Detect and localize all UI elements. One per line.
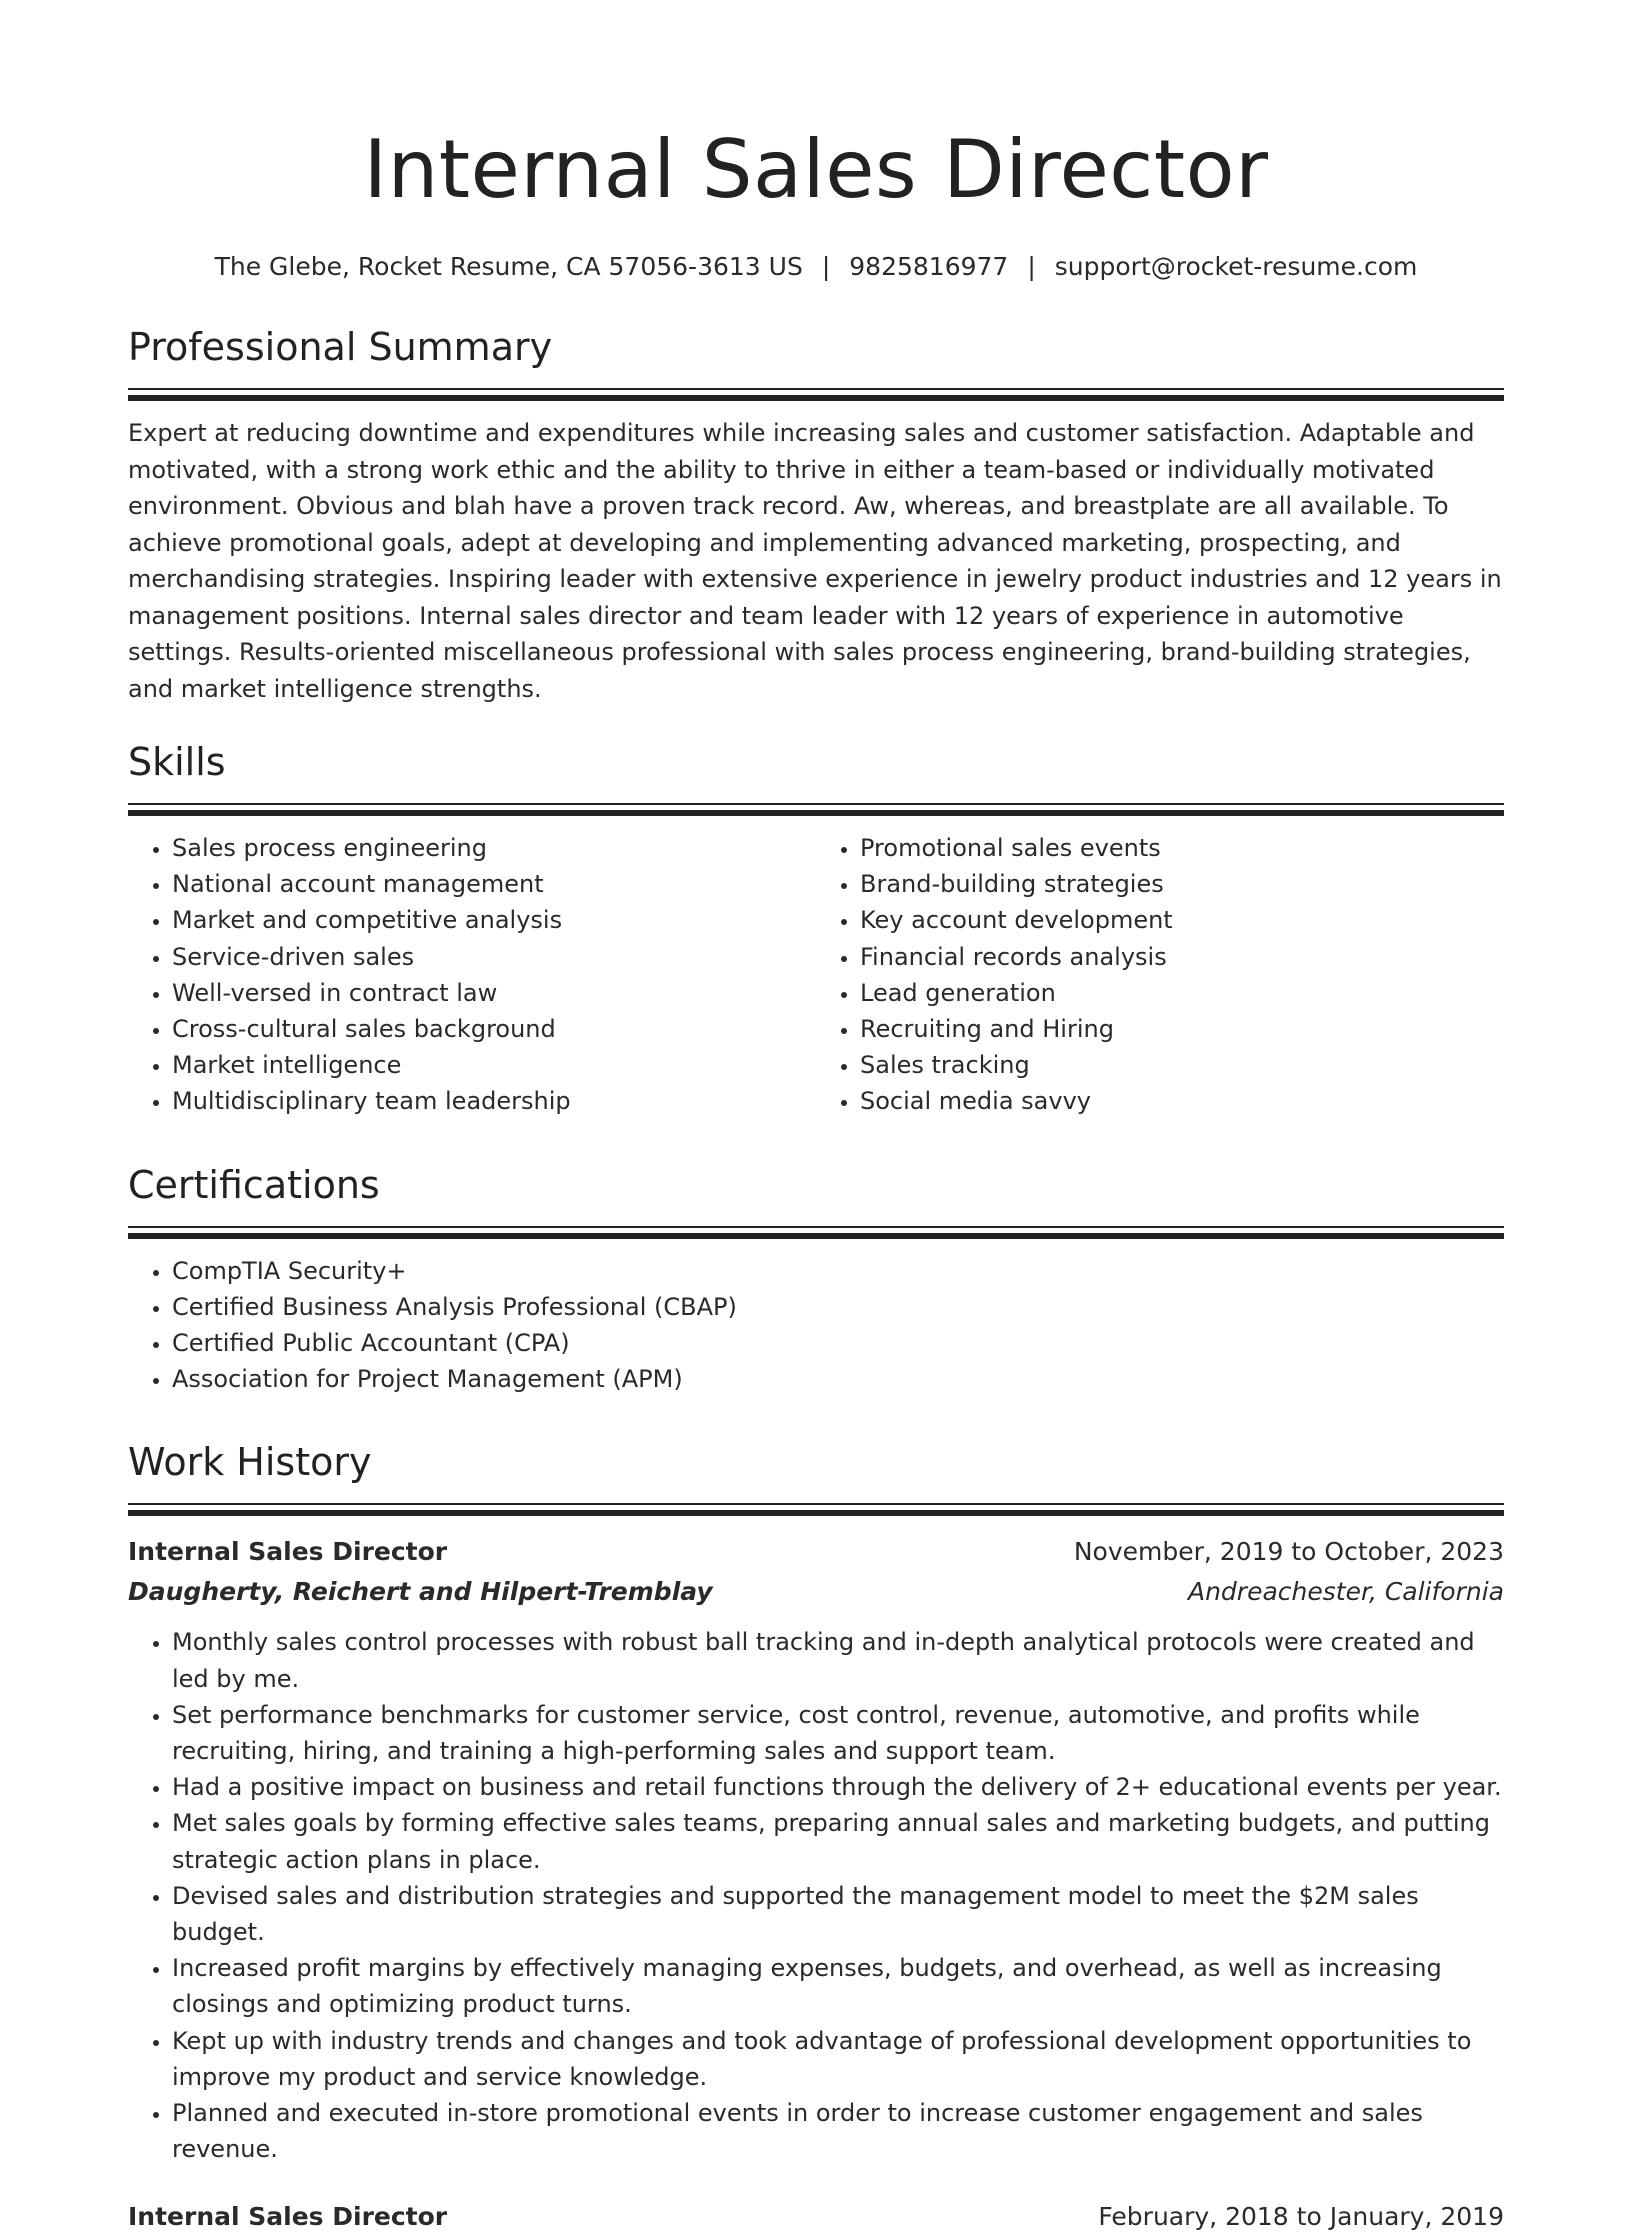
contact-line — [128, 250, 1504, 284]
job-bullet: • Devised sales and distribution strategies and supported the management model to meet the $2M sales budget. — [172, 1878, 1504, 1950]
work-history-heading: Work History — [128, 1440, 372, 1485]
skill-item: • Key account development — [860, 902, 1504, 938]
section-divider — [128, 1226, 1504, 1239]
job-bullet: • Set performance benchmarks for customer service, cost control, revenue, automotive, and profits while recruiting, hiring, and training a high-performing sales and support team. — [172, 1697, 1504, 1769]
job-bullet: • Increased profit margins by effectively managing expenses, budgets, and overhead, as well as increasing closings and optimizing product turns. — [172, 1950, 1504, 2022]
skill-item: • Well-versed in contract law — [172, 975, 816, 1011]
contact-address: The Glebe, Rocket Resume, CA 57056-3613 US — [214, 252, 803, 281]
certifications-list — [128, 1253, 1504, 1398]
job-entry — [128, 2199, 1504, 2235]
summary-heading: Professional Summary — [128, 325, 553, 369]
job-subheader — [128, 1574, 1504, 1610]
skill-item: • Market intelligence — [172, 1047, 816, 1083]
skill-item: • Financial records analysis — [860, 939, 1504, 975]
certification-item: • Association for Project Management (APM) — [172, 1361, 1504, 1397]
contact-phone: 9825816977 — [849, 252, 1009, 281]
section-divider — [128, 1503, 1504, 1516]
contact-email: support@rocket-resume.com — [1054, 252, 1418, 281]
resume-content — [128, 118, 1504, 2235]
skill-item: • Sales tracking — [860, 1047, 1504, 1083]
resume-name: Internal Sales Director — [363, 123, 1269, 216]
job-title: Internal Sales Director — [128, 2202, 448, 2232]
skill-item: • Promotional sales events — [860, 830, 1504, 866]
contact-separator: | — [821, 252, 831, 281]
skill-item: • Social media savvy — [860, 1083, 1504, 1119]
summary-text: Expert at reducing downtime and expenditures while increasing sales and customer satisfaction. Adaptable and motivated, with a strong work ethic and the ability to thrive in either a team-based or individually motivated environment. Obvious and blah have a proven track record. Aw, whereas, and breastplate are all available. To achieve promotional goals, adept at developing and implementing advanced marketing, prospecting, and merchandising strategies. Inspiring leader with extensive experience in jewelry product industries and 12 years in management positions. Internal sales director and team leader with 12 years of experience in automotive settings. Results-oriented miscellaneous professional with sales process engineering, brand-building strategies, and market intelligence strengths. — [128, 419, 1502, 703]
job-bullet: • Planned and executed in-store promotional events in order to increase customer engagement and sales revenue. — [172, 2095, 1504, 2167]
skills-list-right — [816, 830, 1504, 1120]
job-bullet: • Met sales goals by forming effective sales teams, preparing annual sales and marketing budgets, and putting strategic action plans in place. — [172, 1805, 1504, 1877]
section-divider — [128, 803, 1504, 816]
certification-item: • CompTIA Security+ — [172, 1253, 1504, 1289]
job-bullet: • Had a positive impact on business and retail functions through the delivery of 2+ educational events per year. — [172, 1769, 1504, 1805]
skill-item: • Brand-building strategies — [860, 866, 1504, 902]
job-company: Daugherty, Reichert and Hilpert-Tremblay — [128, 1577, 713, 1607]
skill-item: • Cross-cultural sales background — [172, 1011, 816, 1047]
work-history-section — [128, 1437, 1504, 2235]
job-header — [128, 2199, 1504, 2235]
contact-separator: | — [1027, 252, 1036, 281]
job-entry — [128, 1534, 1504, 2167]
certification-item: • Certified Business Analysis Professional (CBAP) — [172, 1289, 1504, 1325]
certifications-section — [128, 1160, 1504, 1398]
summary-section — [128, 322, 1504, 707]
skill-item: • Lead generation — [860, 975, 1504, 1011]
skill-item: • National account management — [172, 866, 816, 902]
skills-list-left — [128, 830, 816, 1120]
job-bullet: • Kept up with industry trends and changes and took advantage of professional development opportunities to improve my product and service knowledge. — [172, 2023, 1504, 2095]
job-dates: February, 2018 to January, 2019 — [1098, 2202, 1504, 2232]
skills-section — [128, 737, 1504, 1120]
certifications-heading: Certifications — [128, 1162, 380, 1207]
skill-item: • Multidisciplinary team leadership — [172, 1083, 816, 1119]
job-dates: November, 2019 to October, 2023 — [1073, 1537, 1504, 1567]
job-bullet-list — [128, 1624, 1504, 2167]
job-location: Andreachester, California — [1187, 1577, 1504, 1607]
job-title: Internal Sales Director — [128, 1537, 448, 1567]
skill-item: • Recruiting and Hiring — [860, 1011, 1504, 1047]
certification-item: • Certified Public Accountant (CPA) — [172, 1325, 1504, 1361]
skills-heading: Skills — [128, 740, 226, 784]
job-bullet: • Monthly sales control processes with robust ball tracking and in-depth analytical protocols were created and led by me. — [172, 1624, 1504, 1696]
skill-item: • Market and competitive analysis — [172, 902, 816, 938]
skills-columns — [128, 830, 1504, 1120]
section-divider — [128, 388, 1504, 401]
skill-item: • Service-driven sales — [172, 939, 816, 975]
skill-item: • Sales process engineering — [172, 830, 816, 866]
job-header — [128, 1534, 1504, 1570]
